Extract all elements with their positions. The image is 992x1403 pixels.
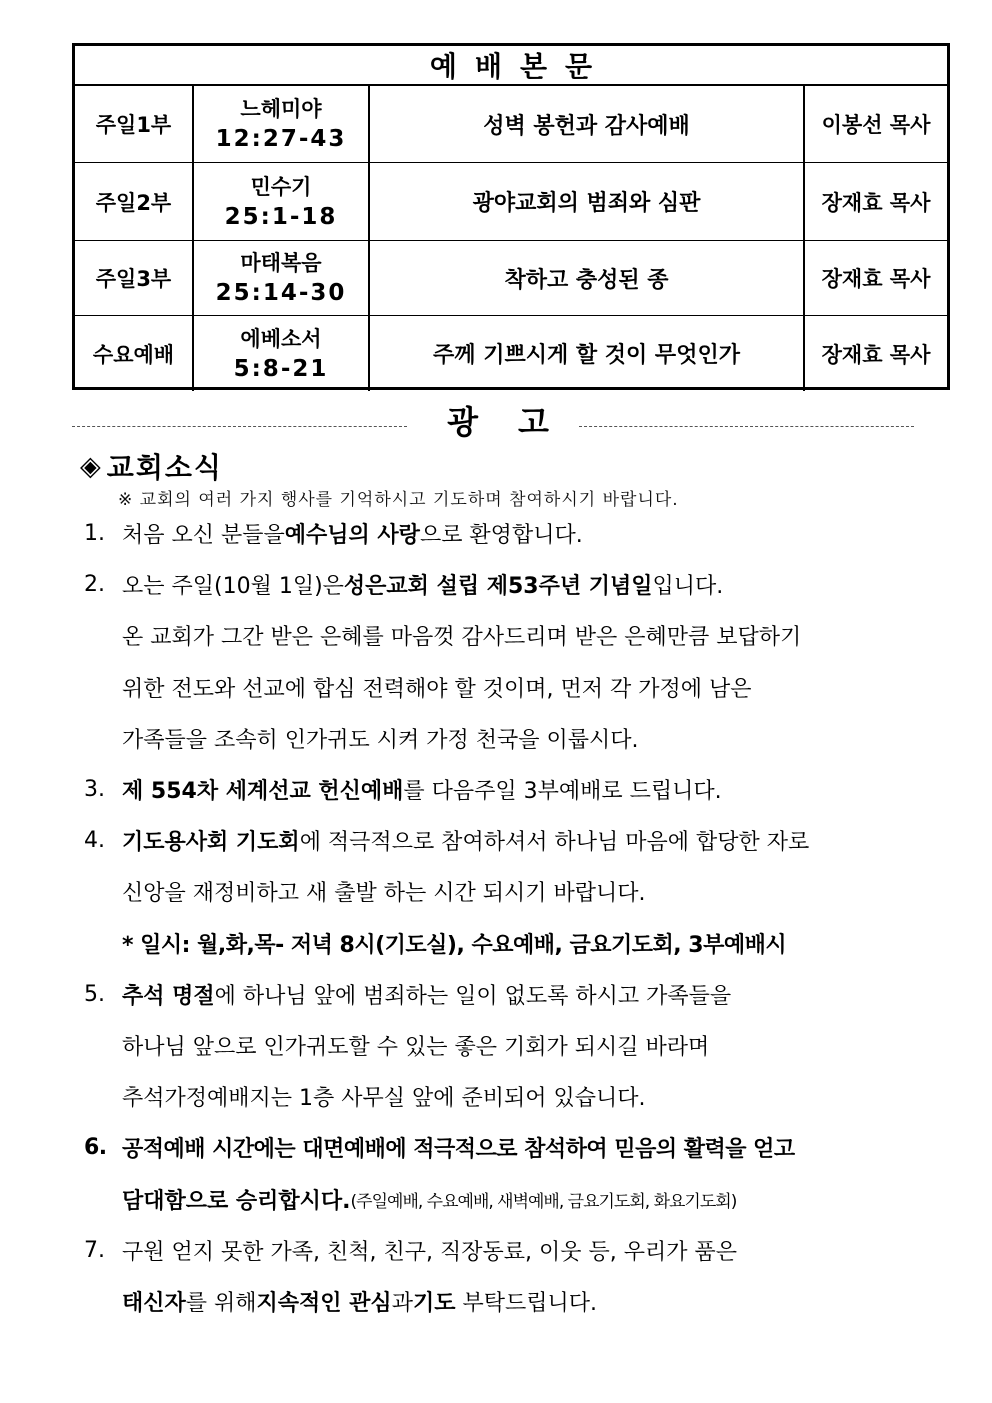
service-name: 주일1부 — [75, 86, 194, 162]
pastor-name: 장재효 목사 — [821, 267, 931, 291]
item-emphasis: 공적예배 시간에는 대면예배에 적극적으로 참석하여 믿음의 활력을 얻고 — [122, 1137, 795, 1163]
item-emphasis: 성은교회 설립 제53주년 기념일 — [343, 574, 653, 600]
item-text: 부탁드립니다. — [455, 1290, 597, 1316]
list-item-continuation: 신앙을 재정비하고 새 출발 하는 시간 되시기 바랍니다. — [122, 881, 646, 907]
list-item-continuation: 하나님 앞으로 인가귀도할 수 있는 좋은 기회가 되시길 바라며 — [122, 1034, 710, 1060]
item-text: 으로 환영합니다. — [419, 523, 583, 549]
scripture-verse: 5:8-21 — [233, 355, 329, 382]
list-item — [84, 1122, 864, 1173]
list-item — [84, 764, 864, 815]
scripture-book: 느헤미야 — [240, 97, 322, 121]
list-item — [84, 508, 864, 559]
service-name: 주일3부 — [75, 241, 194, 315]
announcement-title: 광고 — [447, 403, 589, 441]
pastor-name: 장재효 목사 — [821, 342, 931, 367]
item-number: 1. — [84, 521, 105, 547]
prayer-schedule: * 일시: 월,화,목- 저녁 8시(기도실), 수요예배, 금요기도회, 3부예배시 — [122, 932, 787, 958]
item-emphasis: 추석 명절 — [122, 983, 215, 1009]
list-item — [84, 815, 864, 866]
scripture-book: 마태복음 — [240, 251, 322, 275]
scripture-verse: 25:14-30 — [215, 280, 347, 306]
service-name: 주일2부 — [75, 163, 194, 240]
item-text: 에 하나님 앞에 범죄하는 일이 없도록 하시고 가족들을 — [214, 983, 732, 1009]
item-text: 처음 오신 분들을 — [122, 523, 285, 549]
scripture-verse: 25:1-18 — [224, 203, 338, 230]
sermon-title: 광야교회의 범죄와 심판 — [370, 163, 805, 240]
item-emphasis: 담대함으로 승리합시다. — [122, 1188, 351, 1214]
pastor-name: 이봉선 목사 — [821, 113, 931, 137]
church-news-heading — [80, 446, 223, 486]
list-item — [84, 1225, 864, 1276]
item-text: 를 위해 — [185, 1290, 257, 1316]
table-row — [75, 163, 947, 241]
table-row — [75, 241, 947, 316]
list-item-continuation — [84, 1276, 864, 1327]
scripture-cell — [194, 316, 370, 391]
item-emphasis: 기도용사회 기도회 — [122, 830, 300, 856]
church-news-note: ※ 교회의 여러 가지 행사를 기억하시고 기도하며 참여하시기 바랍니다. — [118, 490, 679, 510]
sermon-title: 착하고 충성된 종 — [370, 241, 805, 315]
item-emphasis: 기도 — [412, 1290, 456, 1316]
pastor-name: 장재효 목사 — [821, 190, 931, 215]
scripture-cell — [194, 241, 370, 315]
dashed-rule — [72, 426, 407, 427]
item-number: 2. — [84, 572, 105, 598]
worship-scripture-table — [72, 43, 950, 390]
list-item — [84, 969, 864, 1020]
worship-table-title: 예배본문 — [75, 46, 947, 86]
item-text: 구원 얻지 못한 가족, 친척, 친구, 직장동료, 이웃 등, 우리가 품은 — [122, 1239, 737, 1265]
church-news-title: 교회소식 — [106, 451, 223, 484]
item-emphasis: 예수님의 사랑 — [284, 523, 420, 549]
scripture-book: 에베소서 — [240, 326, 322, 351]
service-name: 수요예배 — [75, 316, 194, 391]
item-number: 7. — [84, 1237, 105, 1263]
announcement-list — [84, 508, 864, 1327]
item-number: 4. — [84, 828, 105, 854]
sermon-title: 성벽 봉헌과 감사예배 — [370, 86, 805, 162]
item-number: 6. — [84, 1135, 107, 1161]
item-emphasis: 제 554차 세계선교 헌신예배 — [122, 779, 404, 805]
scripture-cell — [194, 86, 370, 162]
scripture-verse: 12:27-43 — [215, 126, 347, 152]
item-number: 5. — [84, 981, 105, 1007]
list-item-continuation: 위한 전도와 선교에 합심 전력해야 할 것이며, 먼저 각 가정에 남은 — [122, 676, 752, 702]
item-emphasis: 태신자 — [122, 1290, 186, 1316]
diamond-bullet-icon: ◈ — [80, 450, 101, 482]
item-number: 3. — [84, 777, 105, 803]
table-row — [75, 316, 947, 391]
list-item — [84, 559, 864, 610]
sermon-title: 주께 기쁘시게 할 것이 무엇인가 — [370, 316, 805, 391]
table-row — [75, 86, 947, 163]
item-text: 오는 주일(10월 1일)은 — [122, 574, 344, 600]
item-text: 에 적극적으로 참여하셔서 하나님 마음에 합당한 자로 — [299, 830, 810, 856]
announcement-divider — [72, 400, 914, 440]
list-item-continuation: 추석가정예배지는 1층 사무실 앞에 준비되어 있습니다. — [122, 1086, 646, 1112]
scripture-book: 민수기 — [250, 174, 312, 199]
item-text: 과 — [391, 1290, 413, 1316]
dashed-rule — [579, 426, 914, 427]
scripture-cell — [194, 163, 370, 240]
list-item-continuation — [84, 1173, 864, 1224]
list-item-continuation: 가족들을 조속히 인가귀도 시켜 가정 천국을 이룹시다. — [122, 727, 639, 753]
list-item-continuation: 온 교회가 그간 받은 은혜를 마음껏 감사드리며 받은 은혜만큼 보답하기 — [122, 625, 802, 651]
item-emphasis: 지속적인 관심 — [256, 1290, 392, 1316]
item-text: 입니다. — [652, 574, 724, 600]
item-text: 를 다음주일 3부예배로 드립니다. — [403, 779, 722, 805]
service-list: (주일예배, 수요예배, 새벽예배, 금요기도회, 화요기도회) — [350, 1191, 737, 1212]
